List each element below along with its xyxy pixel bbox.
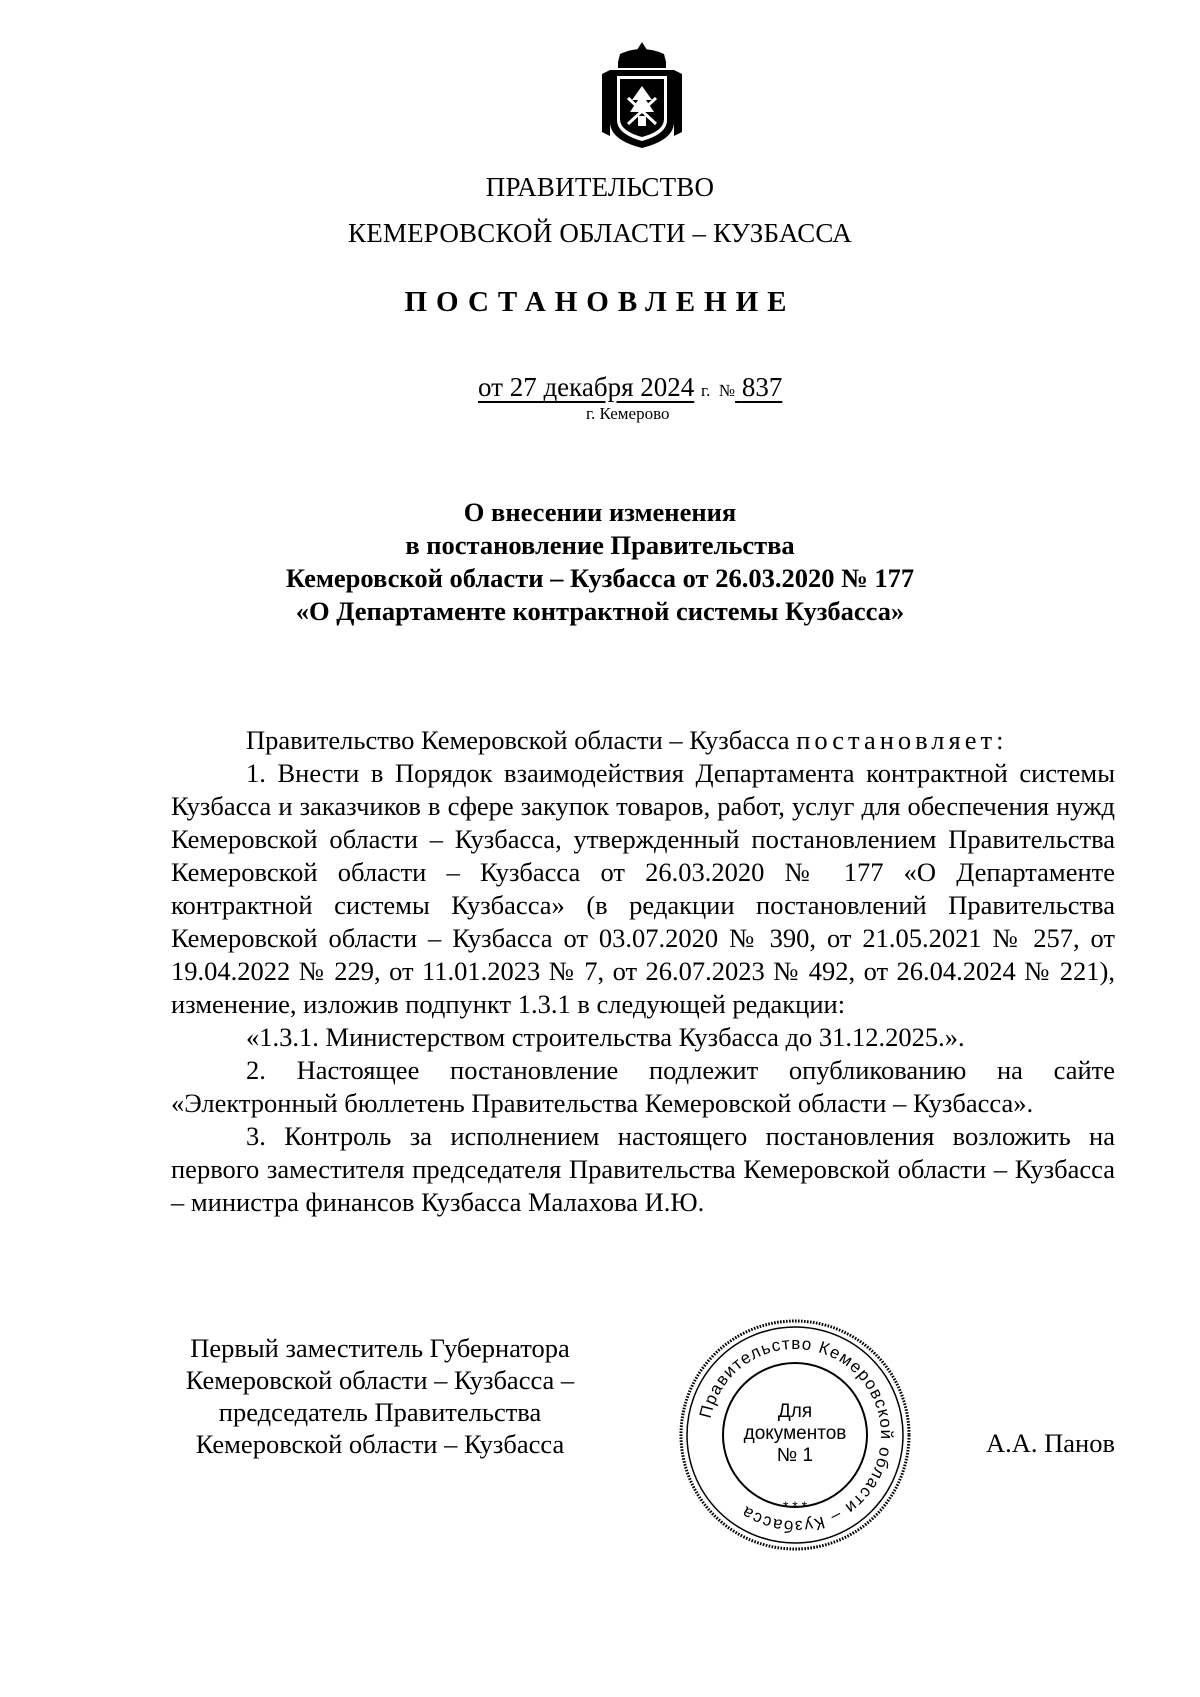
document-number: 837 — [741, 372, 783, 402]
stamp-center-line3: № 1 — [776, 1445, 814, 1466]
signatory-position — [160, 1332, 600, 1460]
org-name-line2: КЕМЕРОВСКОЙ ОБЛАСТИ – КУЗБАССА — [348, 218, 852, 248]
stamp-stars: * * * — [782, 1498, 808, 1514]
stamp-center-line1: Для — [777, 1401, 813, 1422]
document-number-wrap — [735, 372, 782, 402]
document-type: ПОСТАНОВЛЕНИЕ — [404, 286, 796, 318]
year-suffix: г. — [701, 381, 711, 400]
position-line1: Первый заместитель Губернатора — [190, 1333, 570, 1363]
signatory-name: А.А. Панов — [986, 1428, 1115, 1458]
title-line2: в постановление Правительства — [405, 530, 795, 560]
document-title — [0, 496, 1200, 628]
title-line4: «О Департаменте контрактной системы Кузбасса» — [295, 596, 905, 626]
quoted-subclause: «1.3.1. Министерством строительства Кузбасса до 31.12.2025.». — [246, 1022, 965, 1052]
document-body — [171, 724, 1115, 1219]
preamble-end: : — [996, 725, 1004, 755]
preamble-text: Правительство Кемеровской области – Кузбасса — [246, 725, 797, 755]
preamble-keyword: постановляет — [796, 725, 997, 755]
document-city: г. Кемерово — [586, 404, 670, 423]
org-name-line1: ПРАВИТЕЛЬСТВО — [485, 172, 715, 202]
stamp-center-line2: документов — [743, 1423, 847, 1444]
official-stamp — [675, 1315, 915, 1555]
title-line3: Кемеровской области – Кузбасса от 26.03.2020 № 177 — [285, 563, 915, 593]
item-1: 1. Внести в Порядок взаимодействия Департамента контрактной системы Кузбасса и заказчиков в сфере закупок товаров, работ, услуг для обеспечения нужд Кемеровской области – Кузбасса, утвержденный постановлением Правительства Кемеровской области – Кузбасса от 26.03.2020 № 177 «О Департаменте контрактной системы Кузбасса» (в редакции постановлений Правительства Кемеровской области – Кузбасса от 03.07.2020 № 390, от 21.05.2021 № 257, от 19.04.2022 № 229, от 11.01.2023 № 7, от 26.07.2023 № 492, от 26.04.2024 № 221), изменение, изложив подпункт 1.3.1 в следующей редакции: — [171, 758, 1115, 1019]
coat-of-arms-emblem — [600, 40, 684, 152]
document-date: от 27 декабря 2024 — [478, 372, 695, 402]
preamble — [171, 724, 1115, 757]
position-line4: Кемеровской области – Кузбасса — [195, 1429, 565, 1459]
position-line2: Кемеровской области – Кузбасса – — [185, 1365, 575, 1395]
position-line3: председатель Правительства — [218, 1397, 542, 1427]
item-3: 3. Контроль за исполнением настоящего постановления возложить на первого заместителя председателя Правительства Кемеровской области – Кузбасса – министра финансов Кузбасса Малахова И.Ю. — [171, 1121, 1115, 1217]
title-line1: О внесении изменения — [463, 497, 737, 527]
date-number-line — [478, 372, 782, 403]
item-2: 2. Настоящее постановление подлежит опубликованию на сайте «Электронный бюллетень Правительства Кемеровской области – Кузбасса». — [171, 1055, 1115, 1118]
stamp-ring-text: Правительство Кемеровской области – Кузбасса — [695, 1333, 897, 1537]
number-sign: № — [718, 381, 736, 400]
